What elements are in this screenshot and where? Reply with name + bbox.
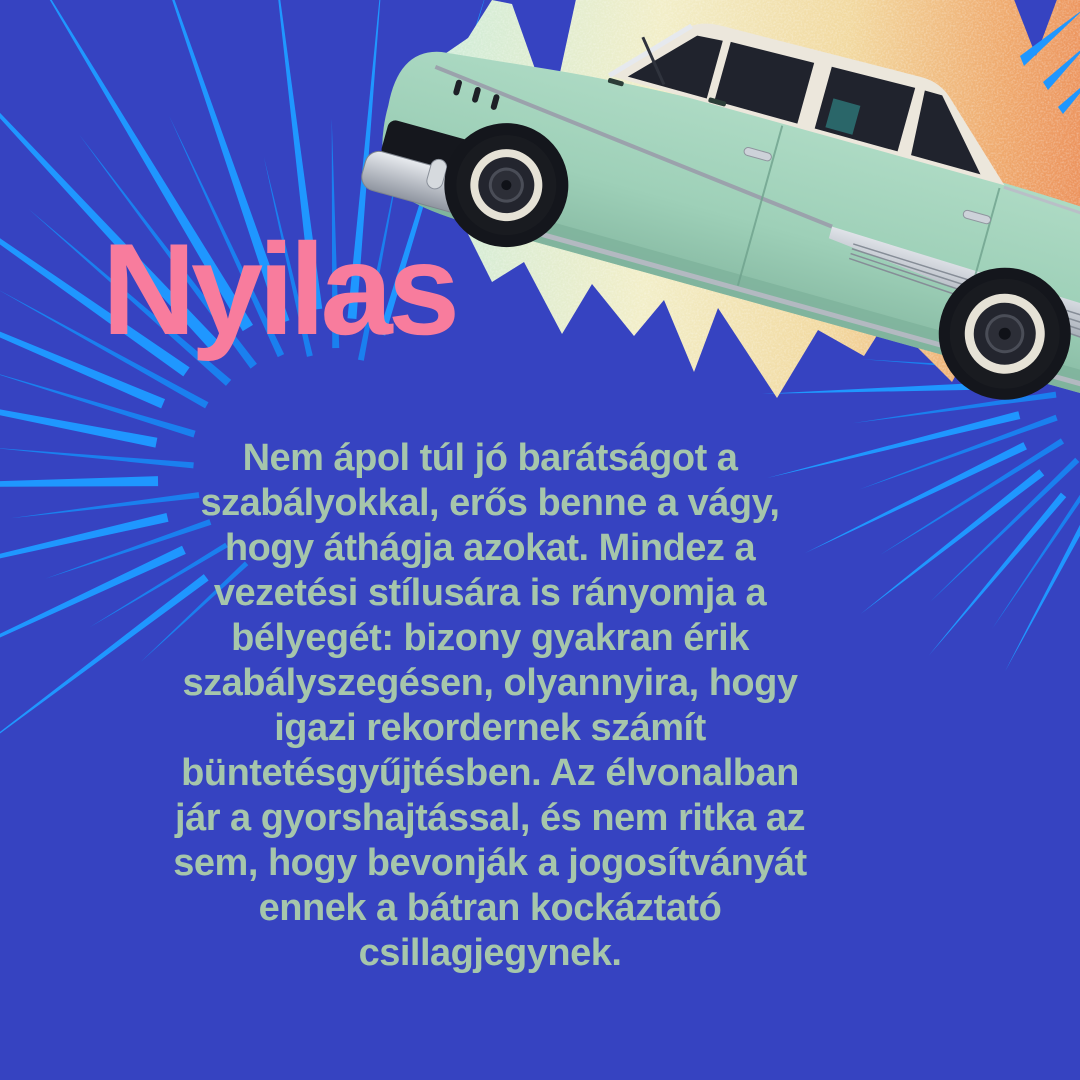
horoscope-text — [95, 436, 885, 976]
zodiac-title: Nyilas — [102, 216, 456, 362]
text-line: igazi rekordernek számít — [274, 707, 706, 749]
text-line: sem, hogy bevonják a jogosítványát — [173, 842, 807, 884]
text-line: csillagjegynek. — [358, 932, 622, 974]
text-line: jár a gyorshajtással, és nem ritka az — [175, 797, 805, 839]
text-line: bélyegét: bizony gyakran érik — [231, 617, 749, 659]
text-line: büntetésgyűjtésben. Az élvonalban — [181, 752, 799, 794]
text-line: vezetési stílusára is rányomja a — [213, 572, 767, 614]
text-line: ennek a bátran kockáztató — [258, 887, 722, 929]
text-line: szabályszegésen, olyannyira, hogy — [182, 662, 798, 704]
text-line: szabályokkal, erős benne a vágy, — [200, 482, 780, 524]
text-line: Nem ápol túl jó barátságot a — [242, 437, 738, 479]
text-line: hogy áthágja azokat. Mindez a — [224, 527, 756, 569]
